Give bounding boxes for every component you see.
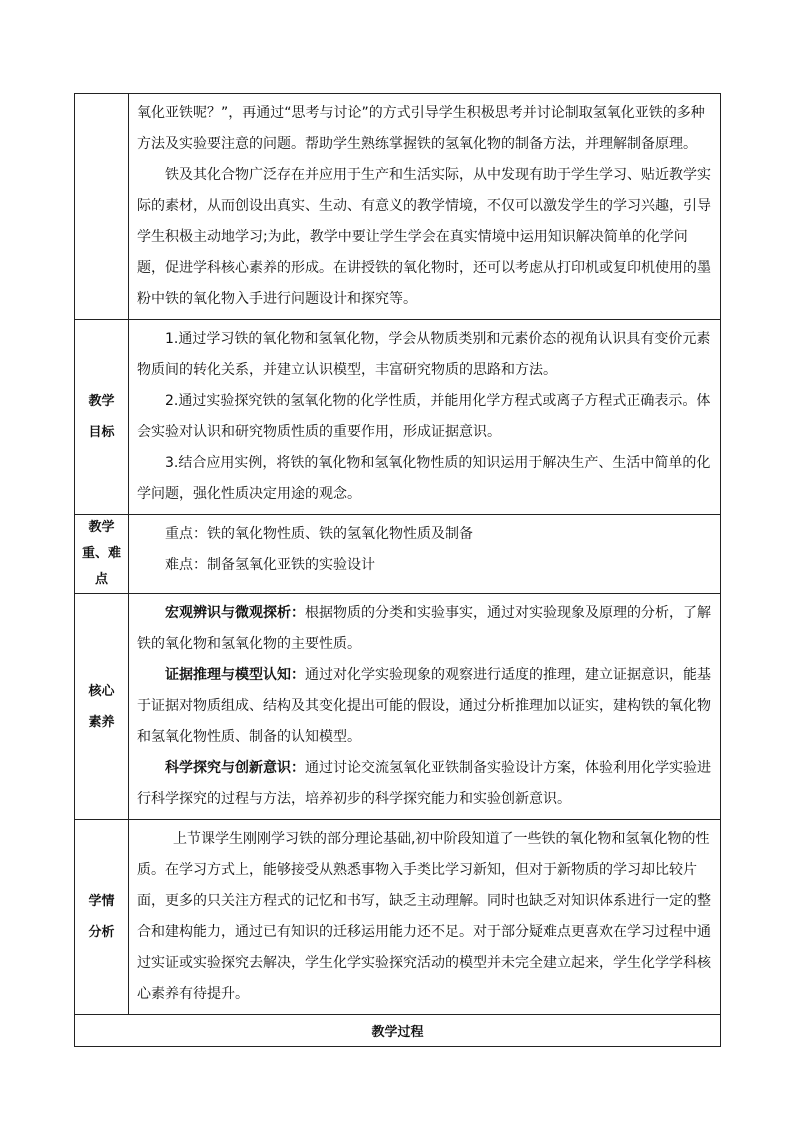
analysis-label-cell	[75, 820, 129, 1015]
goal-item-3: 3.结合应用实例，将铁的氧化物和氢氧化物性质的知识运用于解决生产、生活中简单的化学问题，强化性质决定用途的观念。	[137, 455, 711, 502]
keypoints-label-cell	[75, 515, 129, 594]
analysis-row	[75, 820, 721, 1015]
analysis-content-cell	[129, 820, 721, 1015]
goals-content-cell	[129, 320, 721, 515]
analysis-label-line-2: 分析	[88, 925, 115, 940]
goals-row	[75, 320, 721, 515]
literacy-item-3-head: 科学探究与创新意识：	[165, 760, 305, 776]
literacy-item-3	[137, 753, 714, 815]
goal-item-2: 2.通过实验探究铁的氢氧化物的化学性质，并能用化学方程式或离子方程式正确表示。体会实验对认识和研究物质性质的重要作用，形成证据意识。	[137, 393, 711, 440]
analysis-paragraph: 上节课学生刚刚学习铁的部分理论基础,初中阶段知道了一些铁的氧化物和氢氧化物的性质。在学习方式上，能够接受从熟悉事物入手类比学习新知，但对于新物质的学习却比较片面，更多的只关注方程式的记忆和书写，缺乏主动理解。同时也缺乏对知识体系进行一定的整合和建构能力，通过已有知识的迁移运用能力还不足。对于部分疑难点更喜欢在学习过程中通过实证或实验探究去解决，学生化学实验探究活动的模型并未完全建立起来，学生化学学科核心素养有待提升。	[137, 831, 711, 1002]
process-title-row	[75, 1015, 721, 1047]
literacy-item-2-head: 证据推理与模型认知：	[165, 667, 305, 683]
goal-item-1: 1.通过学习铁的氧化物和氢氧化物，学会从物质类别和元素价态的视角认识具有变价元素物质间的转化关系，并建立认识模型，丰富研究物质的思路和方法。	[137, 331, 711, 378]
goals-label-cell	[75, 320, 129, 515]
intro-content-cell	[129, 94, 721, 320]
literacy-label-line-2: 素养	[88, 714, 115, 730]
keypoints-label-line-2: 重、难	[81, 546, 121, 561]
process-title: 教学过程	[75, 1015, 721, 1047]
goals-label-line-1: 教学	[88, 394, 115, 409]
literacy-item-1	[137, 598, 714, 660]
keypoints-label-line-1: 教学	[88, 520, 115, 535]
keypoints-content-cell	[129, 515, 721, 594]
intro-row	[75, 94, 721, 320]
key-point: 重点：铁的氧化物性质、铁的氢氧化物性质及制备	[165, 526, 473, 542]
literacy-item-3-text: 通过讨论交流氢氧化亚铁制备实验设计方案，体验利用化学实验进行科学探究的过程与方法，培养初步的科学探究能力和实验创新意识。	[137, 760, 711, 807]
difficult-point: 难点：制备氢氧化亚铁的实验设计	[165, 557, 375, 573]
intro-paragraph-2: 铁及其化合物广泛存在并应用于生产和生活实际，从中发现有助于学生学习、贴近教学实际的素材，从而创设出真实、生动、有意义的教学情境，不仅可以激发学生的学习兴趣，引导学生积极主动地学习;为此，教学中要让学生学会在真实情境中运用知识解决简单的化学问题，促进学科核心素养的形成。在讲授铁的氧化物时，还可以考虑从打印机或复印机使用的墨粉中铁的氧化物入手进行问题设计和探究等。	[137, 167, 711, 307]
literacy-label-cell	[75, 594, 129, 820]
intro-label-cell	[75, 94, 129, 320]
analysis-label-line-1: 学情	[88, 894, 115, 909]
literacy-label-line-1: 核心	[88, 683, 115, 699]
literacy-row	[75, 594, 721, 820]
literacy-content-cell	[129, 594, 721, 820]
literacy-item-1-text: 根据物质的分类和实验事实，通过对实验现象及原理的分析，了解铁的氧化物和氢氧化物的主要性质。	[137, 605, 711, 652]
literacy-item-2	[137, 660, 714, 753]
keypoints-row	[75, 515, 721, 594]
intro-paragraph-1: 氧化亚铁呢？”，再通过“思考与讨论”的方式引导学生积极思考并讨论制取氢氧化亚铁的多种方法及实验要注意的问题。帮助学生熟练掌握铁的氢氧化物的制备方法，并理解制备原理。	[137, 105, 705, 152]
literacy-item-2-text: 通过对化学实验现象的观察进行适度的推理，建立证据意识，能基于证据对物质组成、结构及其变化提出可能的假设，通过分析推理加以证实，建构铁的氧化物和氢氧化物性质、制备的认知模型。	[137, 667, 711, 745]
lesson-plan-table	[74, 93, 721, 1047]
literacy-item-1-head: 宏观辨识与微观探析：	[165, 605, 305, 621]
keypoints-label-line-3: 点	[94, 572, 108, 587]
goals-label-line-2: 目标	[88, 425, 115, 440]
